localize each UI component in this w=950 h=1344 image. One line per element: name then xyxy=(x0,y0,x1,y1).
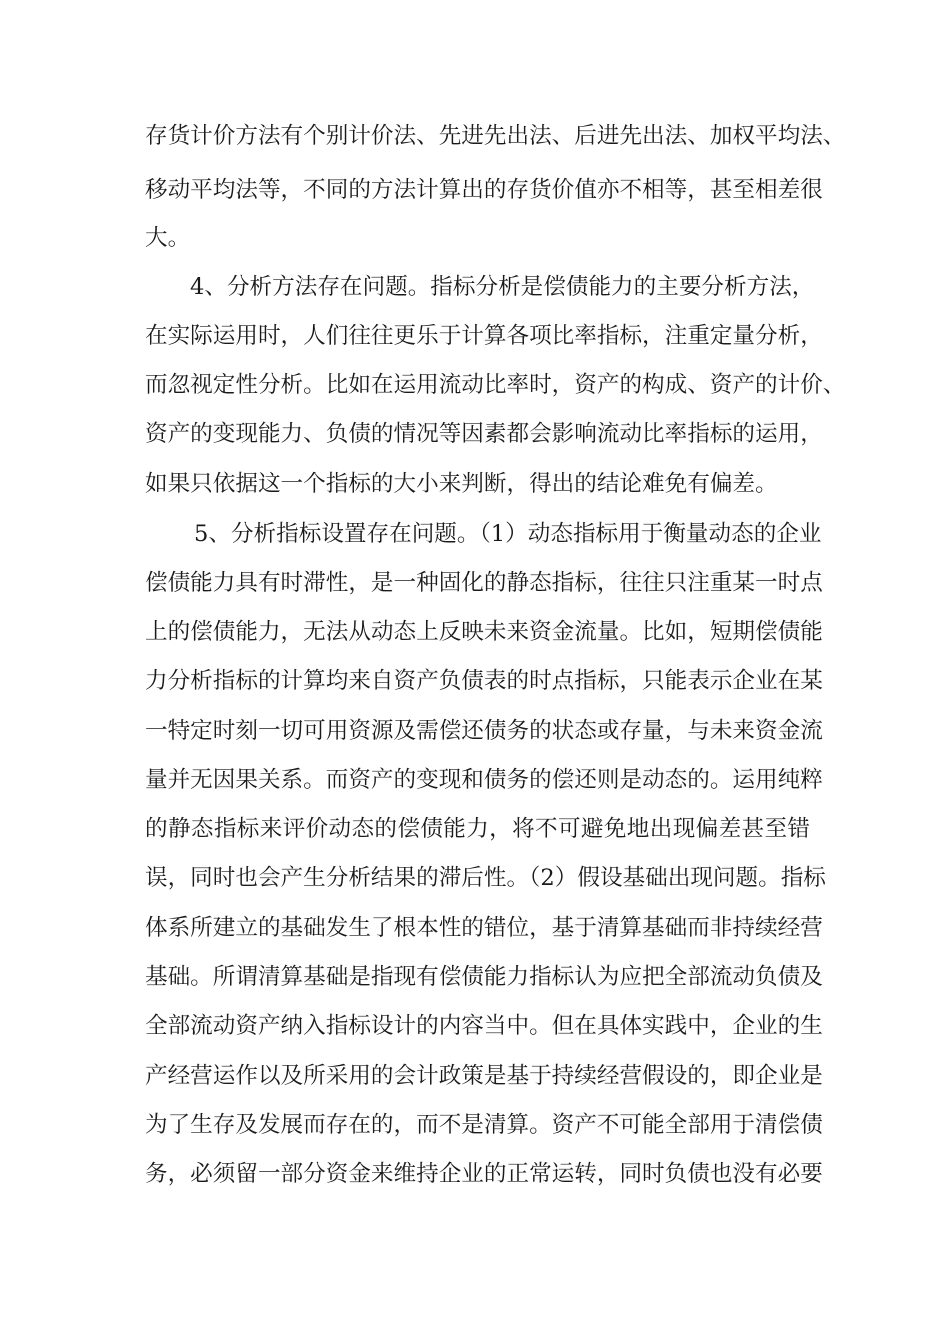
text-line: 在实际运用时，人们往往更乐于计算各项比率指标，注重定量分析， xyxy=(145,323,823,349)
text-line: 存货计价方法有个别计价法、先进先出法、后进先出法、加权平均法、 xyxy=(145,123,846,149)
text-line: 量并无因果关系。而资产的变现和债务的偿还则是动态的。运用纯粹 xyxy=(145,767,823,793)
text-line: 产经营运作以及所采用的会计政策是基于持续经营假设的，即企业是 xyxy=(145,1063,823,1089)
text-line: 基础。所谓清算基础是指现有偿债能力指标认为应把全部流动负债及 xyxy=(145,964,823,990)
text-line: 体系所建立的基础发生了根本性的错位，基于清算基础而非持续经营 xyxy=(145,915,823,941)
text-line: 的静态指标来评价动态的偿债能力，将不可避免地出现偏差甚至错 xyxy=(145,816,810,842)
text-line: 为了生存及发展而存在的，而不是清算。资产不可能全部用于清偿债 xyxy=(145,1112,823,1138)
text-line: 误，同时也会产生分析结果的滞后性。（2）假设基础出现问题。指标 xyxy=(145,865,826,891)
paragraph-5-first-line: 5、分析指标设置存在问题。（1）动态指标用于衡量动态的企业 xyxy=(194,521,822,547)
text-line: 力分析指标的计算均来自资产负债表的时点指标，只能表示企业在某 xyxy=(145,668,823,694)
text-line: 大。 xyxy=(145,225,191,251)
text-line: 务，必须留一部分资金来维持企业的正常运转，同时负债也没有必要 xyxy=(145,1161,823,1187)
text-line: 一特定时刻一切可用资源及需偿还债务的状态或存量，与未来资金流 xyxy=(145,718,823,744)
text-line: 全部流动资产纳入指标设计的内容当中。但在具体实践中，企业的生 xyxy=(145,1013,823,1039)
text-line: 上的偿债能力，无法从动态上反映未来资金流量。比如，短期偿债能 xyxy=(145,619,823,645)
text-line: 资产的变现能力、负债的情况等因素都会影响流动比率指标的运用， xyxy=(145,421,823,447)
paragraph-4-first-line: 4、分析方法存在问题。指标分析是偿债能力的主要分析方法， xyxy=(190,274,815,300)
text-line: 而忽视定性分析。比如在运用流动比率时，资产的构成、资产的计价、 xyxy=(145,372,846,398)
text-line: 偿债能力具有时滞性，是一种固化的静态指标，往往只注重某一时点 xyxy=(145,570,823,596)
text-line: 如果只依据这一个指标的大小来判断，得出的结论难免有偏差。 xyxy=(145,471,778,497)
text-line: 移动平均法等，不同的方法计算出的存货价值亦不相等，甚至相差很 xyxy=(145,177,823,203)
